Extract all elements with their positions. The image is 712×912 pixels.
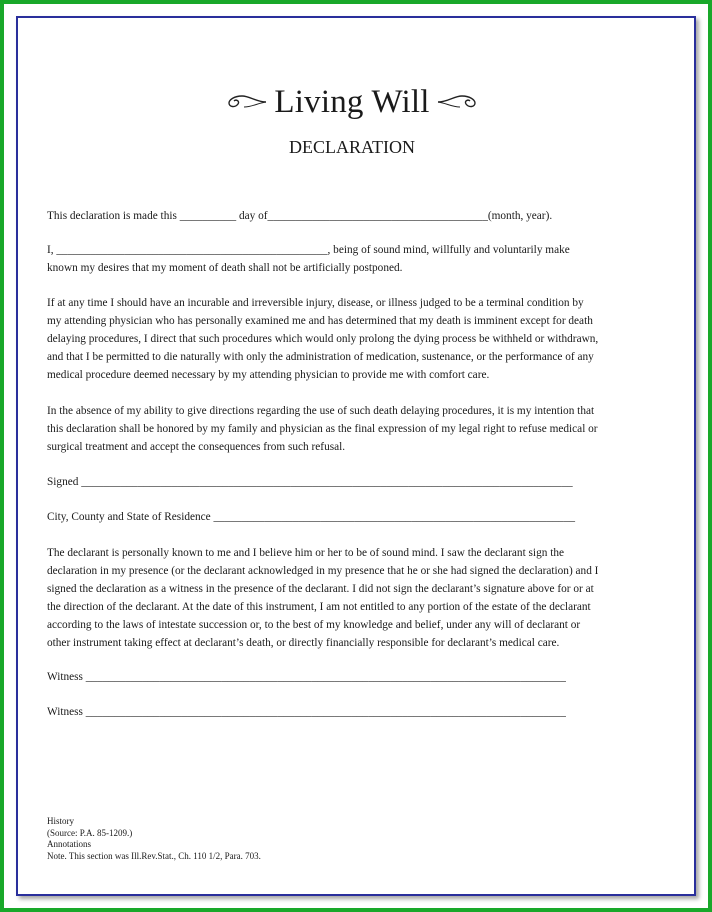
paragraph-line: If at any time I should have an incurable and irreversible injury, disease, or illness judged to be a terminal condition by xyxy=(47,297,584,309)
document-title: Living Will xyxy=(274,84,430,120)
paragraph-line: this declaration shall be honored by my family and physician as the final expression of my legal right to refuse medical or xyxy=(47,423,598,435)
paragraph-line: according to the laws of intestate succession or, to the best of my knowledge and belief, under any will of declarant or xyxy=(47,619,581,631)
witness-2-line xyxy=(47,703,645,721)
left-flourish-icon xyxy=(226,92,268,112)
paragraph-line: I, ________________________________________________, being of sound mind, willfully and voluntarily make xyxy=(47,244,570,256)
paragraph-line: signed the declaration as a witness in the presence of the declarant. I did not sign the declarant’s signature above for or at xyxy=(47,583,594,595)
paragraph-line: surgical treatment and accept the consequences from such refusal. xyxy=(47,441,346,453)
declaration-date-line xyxy=(47,207,645,225)
declaration-date-text: This declaration is made this __________ day of_______________________________________(month, year). xyxy=(47,210,553,222)
residence-line xyxy=(47,508,645,526)
document-subtitle: DECLARATION xyxy=(289,137,415,157)
paragraph-line: and that I be permitted to die naturally with only the administration of medication, sustenance, or the performance of any xyxy=(47,351,594,363)
footer-line: (Source: P.A. 85-1209.) xyxy=(47,827,133,838)
paragraph-line: delaying procedures, I direct that such procedures which would only prolong the dying process be withheld or withdrawn, xyxy=(47,333,599,345)
footer-line: History xyxy=(47,816,74,826)
paragraph-line: The declarant is personally known to me and I believe him or her to be of sound mind. I saw the declarant sign the xyxy=(47,547,564,559)
sound-mind-paragraph xyxy=(47,241,645,277)
signature-field[interactable]: Signed _______________________________________________________________________________________ xyxy=(47,476,573,488)
paragraph-line: medical procedure deemed necessary by my attending physician to provide me with comfort care. xyxy=(47,369,490,381)
title-row xyxy=(47,80,657,124)
footer-line: Note. This section was Ill.Rev.Stat., Ch. 110 1/2, Para. 703. xyxy=(47,850,261,861)
paragraph-line: the direction of the declarant. At the date of this instrument, I am not entitled to any portion of the estate of the declarant xyxy=(47,601,591,613)
signed-line xyxy=(47,473,645,491)
document-footer xyxy=(47,816,261,862)
terminal-condition-paragraph xyxy=(47,294,645,384)
absence-paragraph xyxy=(47,402,645,456)
paragraph-line: declaration in my presence (or the declarant acknowledged in my presence that he or she had signed the declaration) and I xyxy=(47,565,599,577)
right-flourish-icon xyxy=(436,92,478,112)
paragraph-line: other instrument taking effect at declarant’s death, or directly financially responsible for declarant’s medical care. xyxy=(47,637,560,649)
witness-statement-paragraph xyxy=(47,544,645,652)
paragraph-line: known my desires that my moment of death shall not be artificially postponed. xyxy=(47,262,403,274)
witness-2-field[interactable]: Witness _____________________________________________________________________________________ xyxy=(47,706,566,718)
footer-line: Annotations xyxy=(47,839,91,849)
paragraph-line: In the absence of my ability to give directions regarding the use of such death delaying procedures, it is my intention that xyxy=(47,405,595,417)
witness-1-field[interactable]: Witness _____________________________________________________________________________________ xyxy=(47,671,566,683)
paragraph-line: my attending physician who has personally examined me and has determined that my death is imminent except for death xyxy=(47,315,593,327)
witness-1-line xyxy=(47,668,645,686)
residence-field[interactable]: City, County and State of Residence ________________________________________________________________ xyxy=(47,511,575,523)
